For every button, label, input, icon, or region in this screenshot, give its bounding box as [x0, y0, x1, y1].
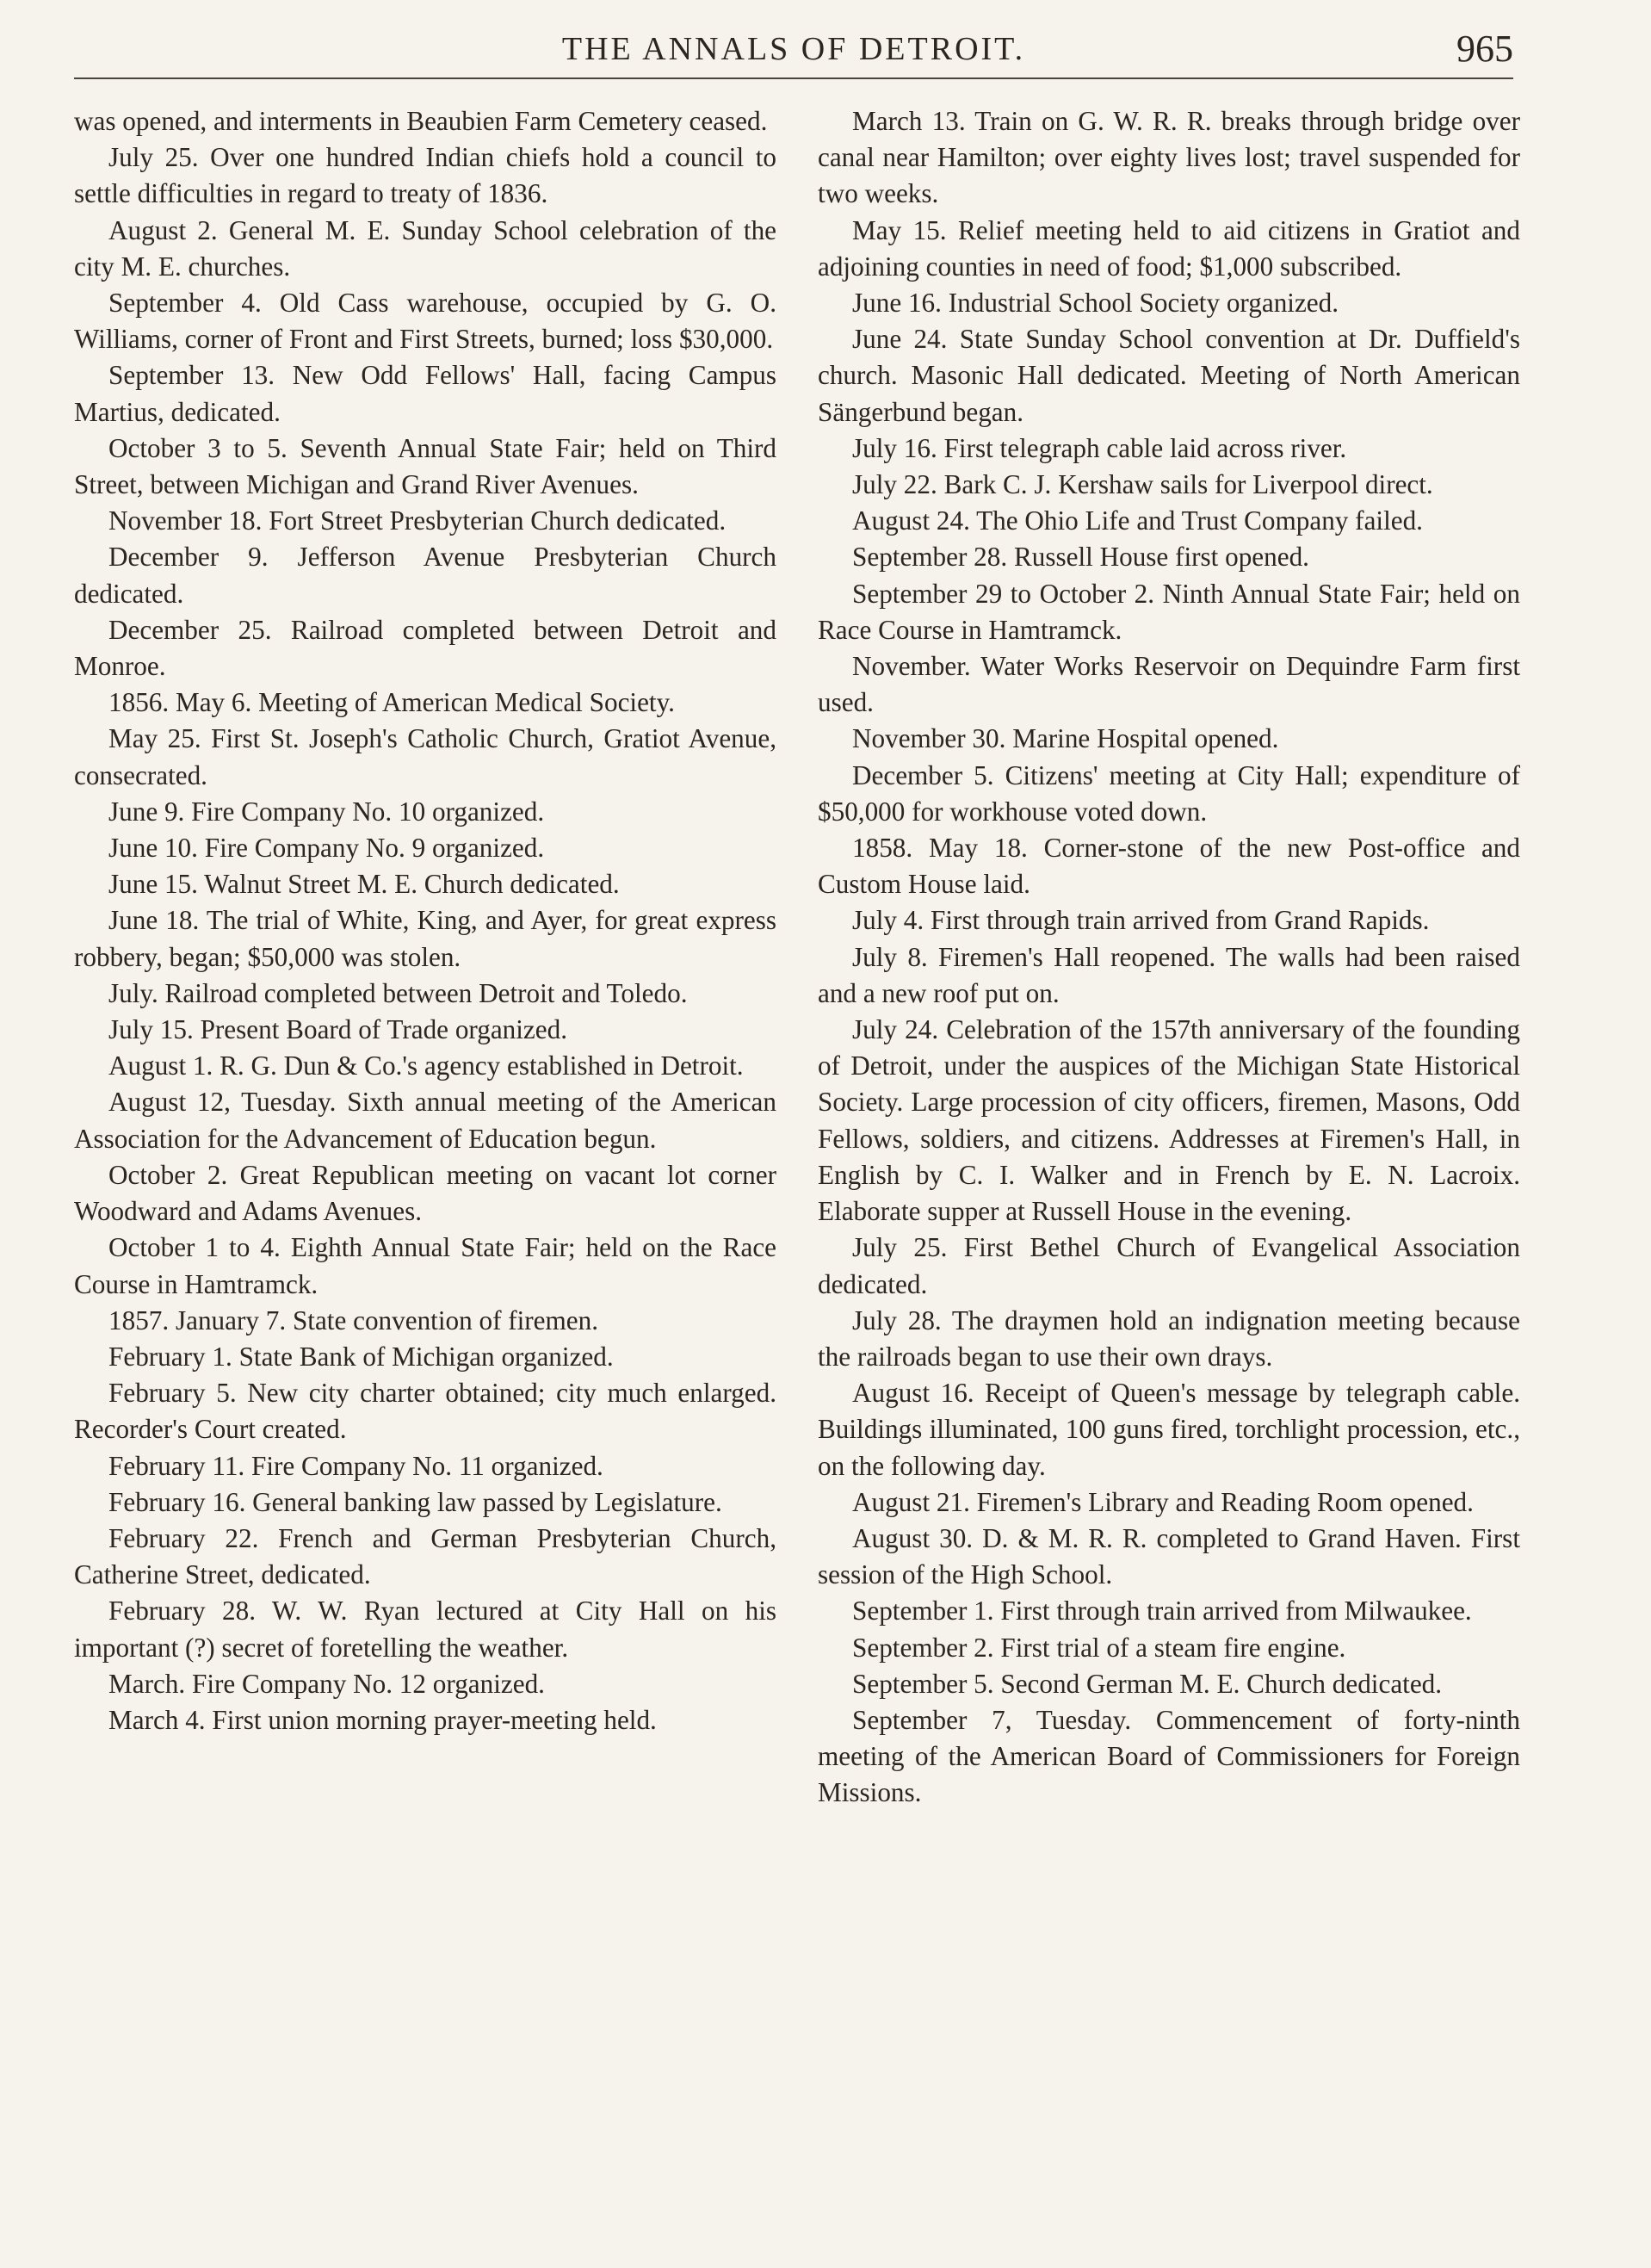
annal-entry: June 16. Industrial School Society organized. [852, 288, 1339, 319]
annal-entry: February 16. General banking law passed by Legislature. [108, 1486, 722, 1517]
annal-entry: September 13. New Odd Fellows' Hall, facing Campus Martius, dedicated. [74, 360, 776, 427]
annal-entry: July 28. The draymen hold an indignation meeting because the railroads began to use their own drays. [818, 1304, 1520, 1372]
right-text-column [818, 103, 1520, 1812]
annal-entry: June 15. Walnut Street M. E. Church dedicated. [108, 869, 620, 900]
annal-entry: May 25. First St. Joseph's Catholic Church, Gratiot Avenue, consecrated. [74, 723, 776, 790]
annal-entry: February 22. French and German Presbyterian Church, Catherine Street, dedicated. [74, 1522, 776, 1590]
annal-entry: July 25. First Bethel Church of Evangelical Association dedicated. [818, 1232, 1520, 1299]
annal-entry: September 5. Second German M. E. Church dedicated. [852, 1668, 1443, 1699]
left-text-column [74, 103, 776, 1738]
annal-entry: October 2. Great Republican meeting on vacant lot corner Woodward and Adams Avenues. [74, 1159, 776, 1227]
annal-entry: September 4. Old Cass warehouse, occupied by G. O. Williams, corner of Front and First Streets, burned; loss $30,000. [74, 288, 776, 355]
annal-entry: February 5. New city charter obtained; city much enlarged. Recorder's Court created. [74, 1378, 776, 1445]
annal-entry: 1857. January 7. State convention of firemen. [108, 1304, 599, 1335]
annal-entry: August 2. General M. E. Sunday School celebration of the city M. E. churches. [74, 214, 776, 282]
running-title: THE ANNALS OF DETROIT. [561, 31, 1026, 67]
annal-entry: March. Fire Company No. 12 organized. [108, 1668, 545, 1699]
annal-entry: November 30. Marine Hospital opened. [852, 723, 1279, 754]
annal-entry: July 25. Over one hundred Indian chiefs hold a council to settle difficulties in regard to treaty of 1836. [74, 142, 776, 209]
annal-entry: July 16. First telegraph cable laid across river. [852, 432, 1347, 463]
annal-entry: February 28. W. W. Ryan lectured at City Hall on his important (?) secret of foretelling the weather. [74, 1596, 776, 1663]
annal-entry: March 13. Train on G. W. R. R. breaks through bridge over canal near Hamilton; over eighty lives lost; travel suspended for two weeks. [818, 106, 1520, 209]
annal-entry: September 28. Russell House first opened. [852, 542, 1309, 573]
annal-entry: June 9. Fire Company No. 10 organized. [108, 796, 545, 827]
annal-entry: December 5. Citizens' meeting at City Hall; expenditure of $50,000 for workhouse voted down. [818, 759, 1520, 827]
annal-entry: June 24. State Sunday School convention at Dr. Duffield's church. Masonic Hall dedicated. Meeting of North American Sängerbund began. [818, 324, 1520, 427]
annal-entry: August 16. Receipt of Queen's message by telegraph cable. Buildings illuminated, 100 guns fired, torchlight procession, etc., on the following day. [818, 1378, 1520, 1481]
annal-entry: August 12, Tuesday. Sixth annual meeting of the American Association for the Advancement of Education begun. [74, 1087, 776, 1154]
annal-entry: July 22. Bark C. J. Kershaw sails for Liverpool direct. [852, 469, 1433, 500]
annal-entry: July 24. Celebration of the 157th anniversary of the founding of Detroit, under the auspices of the Michigan State Historical Society. Large procession of city officers, firemen, Masons, Odd Fellows, soldiers, and citizens. Addresses at Firemen's Hall, in English by C. I. Walker and in French by E. N. Lacroix. Elaborate supper at Russell House in the evening. [818, 1014, 1520, 1227]
annal-entry: October 3 to 5. Seventh Annual State Fair; held on Third Street, between Michigan and Grand River Avenues. [74, 432, 776, 500]
annal-entry: November 18. Fort Street Presbyterian Church dedicated. [108, 505, 727, 536]
annal-entry: July 8. Firemen's Hall reopened. The walls had been raised and a new roof put on. [818, 941, 1520, 1008]
annal-entry: September 1. First through train arrived from Milwaukee. [852, 1596, 1472, 1627]
annal-entry: August 1. R. G. Dun & Co.'s agency established in Detroit. [108, 1050, 744, 1081]
annal-entry: November. Water Works Reservoir on Dequindre Farm first used. [818, 651, 1520, 718]
annal-entry: 1856. May 6. Meeting of American Medical Society. [108, 687, 675, 718]
annal-entry: August 21. Firemen's Library and Reading Room opened. [852, 1486, 1474, 1517]
annal-entry: October 1 to 4. Eighth Annual State Fair; held on the Race Course in Hamtramck. [74, 1232, 776, 1299]
annal-entry: June 18. The trial of White, King, and Ayer, for great express robbery, began; $50,000 was stolen. [74, 905, 776, 972]
annal-entry: December 25. Railroad completed between Detroit and Monroe. [74, 614, 776, 682]
annal-entry: August 24. The Ohio Life and Trust Company failed. [852, 505, 1423, 536]
annal-entry: December 9. Jefferson Avenue Presbyterian Church dedicated. [74, 542, 776, 609]
annal-entry: was opened, and interments in Beaubien Farm Cemetery ceased. [74, 106, 768, 136]
annal-entry: March 4. First union morning prayer-meeting held. [108, 1704, 657, 1735]
annal-entry: May 15. Relief meeting held to aid citizens in Gratiot and adjoining counties in need of food; $1,000 subscribed. [818, 214, 1520, 282]
annal-entry: July 15. Present Board of Trade organized. [108, 1014, 568, 1045]
annal-entry: July. Railroad completed between Detroit and Toledo. [108, 977, 688, 1008]
annal-entry: September 29 to October 2. Ninth Annual State Fair; held on Race Course in Hamtramck. [818, 578, 1520, 645]
annal-entry: 1858. May 18. Corner-stone of the new Post-office and Custom House laid. [818, 833, 1520, 900]
page-header [74, 26, 1513, 79]
annal-entry: February 1. State Bank of Michigan organized. [108, 1341, 614, 1372]
annal-entry: September 7, Tuesday. Commencement of forty-ninth meeting of the American Board of Commissioners for Foreign Missions. [818, 1704, 1520, 1808]
annal-entry: September 2. First trial of a steam fire engine. [852, 1632, 1346, 1663]
annal-entry: June 10. Fire Company No. 9 organized. [108, 833, 545, 864]
annal-entry: February 11. Fire Company No. 11 organized. [108, 1450, 603, 1481]
annal-entry: July 4. First through train arrived from Grand Rapids. [852, 905, 1430, 936]
page-number: 965 [1456, 28, 1513, 70]
annal-entry: August 30. D. & M. R. R. completed to Grand Haven. First session of the High School. [818, 1522, 1520, 1590]
